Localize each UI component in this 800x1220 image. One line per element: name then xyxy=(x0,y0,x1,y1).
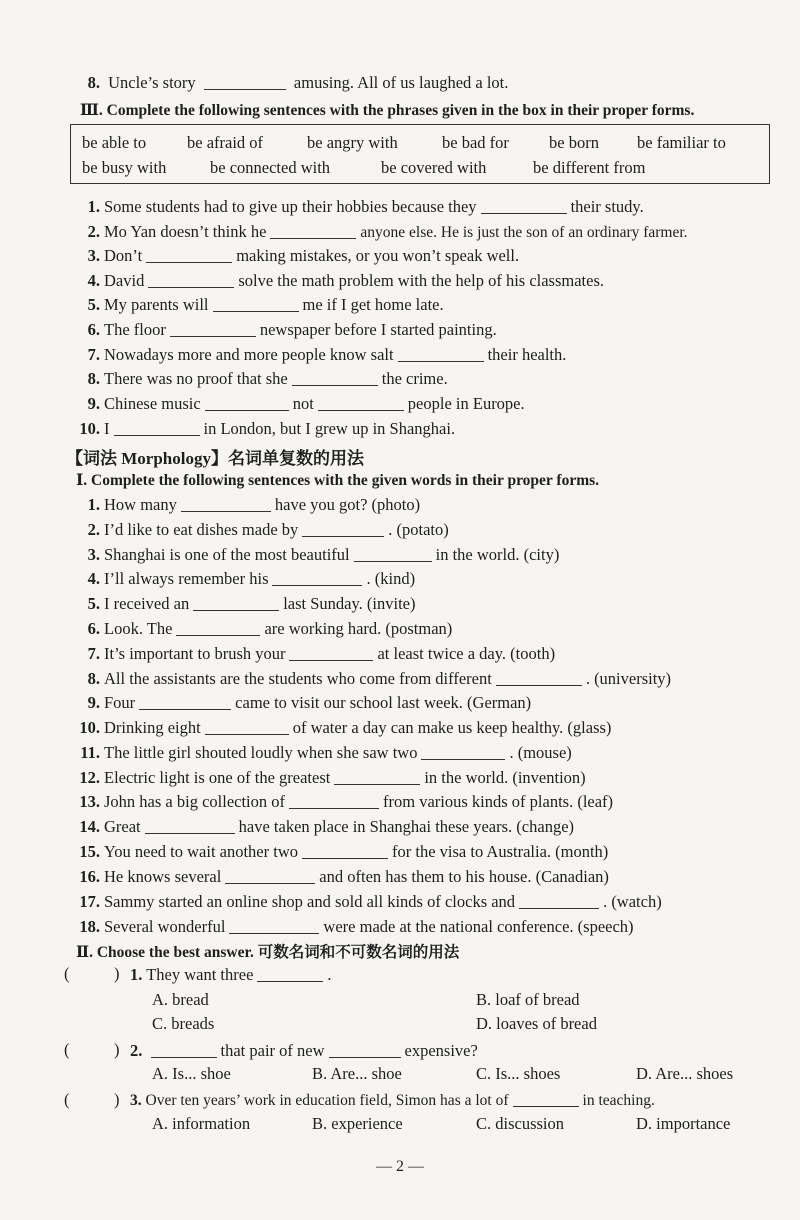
phrase: be familiar to xyxy=(637,133,726,152)
item-number: 8. xyxy=(87,73,100,92)
item-text: Some students had to give up their hobbies because they xyxy=(104,197,477,216)
option-c[interactable]: C. breads xyxy=(152,1014,215,1033)
item-number: 10. xyxy=(79,419,100,438)
item-text: How many xyxy=(104,495,177,514)
s1-item-15 xyxy=(74,841,772,863)
item-text: Sammy started an online shop and sold all kinds of clocks and xyxy=(104,892,516,911)
item-text: The little girl shouted loudly when she saw two xyxy=(104,743,418,762)
phrase: be different from xyxy=(533,158,646,177)
s3-item-8 xyxy=(74,368,772,390)
answer-paren-close: ) xyxy=(114,1040,120,1059)
answer-blank[interactable] xyxy=(257,965,323,982)
item-text: . xyxy=(327,965,332,984)
s1-item-9 xyxy=(74,692,772,714)
item-text: at least twice a day. (tooth) xyxy=(377,644,556,663)
answer-paren-open[interactable]: ( xyxy=(64,1090,70,1109)
s3-item-3 xyxy=(74,245,772,267)
s3-item-9 xyxy=(74,393,772,415)
item-text: were made at the national conference. (speech) xyxy=(323,917,634,936)
option-d[interactable]: D. importance xyxy=(636,1114,731,1133)
item-number: 7. xyxy=(87,345,100,364)
item-text: in the world. (invention) xyxy=(424,768,586,787)
answer-blank[interactable] xyxy=(151,1041,217,1058)
answer-blank[interactable] xyxy=(114,419,200,436)
item-number: 3. xyxy=(130,1092,142,1109)
item-text: My parents will xyxy=(104,295,209,314)
answer-blank[interactable] xyxy=(145,817,235,834)
item-number: 18. xyxy=(79,917,100,936)
page-number: — 2 — xyxy=(376,1158,424,1175)
section3-heading: Ⅲ. Complete the following sentences with the phrases given in the box in their proper forms. xyxy=(80,102,695,119)
s3-item-4 xyxy=(74,270,772,292)
item-text: making mistakes, or you won’t speak well. xyxy=(236,246,520,265)
item-number: 8. xyxy=(87,369,100,388)
answer-blank[interactable] xyxy=(302,842,388,859)
option-a[interactable]: A. bread xyxy=(152,990,209,1009)
item-text: . (mouse) xyxy=(509,743,572,762)
item-number: 15. xyxy=(79,842,100,861)
option-d[interactable]: D. loaves of bread xyxy=(476,1014,597,1033)
s1-item-1 xyxy=(74,494,772,516)
answer-blank[interactable] xyxy=(272,569,362,586)
item-text: in the world. (city) xyxy=(435,545,560,564)
item-number: 13. xyxy=(79,792,100,811)
item-text: expensive? xyxy=(404,1041,478,1060)
option-a[interactable]: A. Is... shoe xyxy=(152,1064,231,1083)
item-text: Look. The xyxy=(104,619,173,638)
option-b[interactable]: B. Are... shoe xyxy=(312,1064,402,1083)
s1-item-3 xyxy=(74,544,772,566)
item-number: 14. xyxy=(79,817,100,836)
phrase: be born xyxy=(549,133,599,152)
answer-blank[interactable] xyxy=(318,394,404,411)
s1-item-4 xyxy=(74,568,772,590)
item-number: 2. xyxy=(130,1041,143,1060)
s3-item-10 xyxy=(74,418,772,440)
item-text: Nowadays more and more people know salt xyxy=(104,345,394,364)
s2-q3-stem xyxy=(130,1090,772,1112)
item-number: 1. xyxy=(87,197,100,216)
answer-blank[interactable] xyxy=(289,792,379,809)
item-number: 1. xyxy=(130,965,143,984)
item-text: He knows several xyxy=(104,867,222,886)
item-text: Several wonderful xyxy=(104,917,226,936)
phrase: be angry with xyxy=(307,133,398,152)
item-number: 7. xyxy=(87,644,100,663)
phrase: be afraid of xyxy=(187,133,264,152)
item-text: the crime. xyxy=(381,369,448,388)
phrase: be able to xyxy=(82,133,147,152)
answer-blank[interactable] xyxy=(213,295,299,312)
item-text: All the assistants are the students who come from different xyxy=(104,669,492,688)
item-text: . (kind) xyxy=(366,569,416,588)
s1-item-17 xyxy=(74,891,772,913)
item-number: 10. xyxy=(79,718,100,737)
item-text: that pair of new xyxy=(220,1041,325,1060)
answer-blank[interactable] xyxy=(148,271,234,288)
item-text: There was no proof that she xyxy=(104,369,288,388)
item-text: Four xyxy=(104,693,136,712)
answer-blank[interactable] xyxy=(421,743,505,760)
s3-item-7 xyxy=(74,344,772,366)
item-text: Great xyxy=(104,817,141,836)
item-number: 6. xyxy=(87,320,100,339)
s1-item-18 xyxy=(74,916,772,938)
answer-paren-close: ) xyxy=(114,1090,120,1109)
item-text: of water a day can make us keep healthy. (glass) xyxy=(292,718,612,737)
s3-item-1 xyxy=(74,196,772,218)
s1-item-14 xyxy=(74,816,772,838)
item-text: people in Europe. xyxy=(407,394,525,413)
item-text-after: amusing. All of us laughed a lot. xyxy=(293,73,509,92)
item-text: for the visa to Australia. (month) xyxy=(392,842,609,861)
s1-item-5 xyxy=(74,593,772,615)
item-number: 1. xyxy=(87,495,100,514)
answer-blank[interactable] xyxy=(329,1041,401,1058)
answer-blank[interactable] xyxy=(354,545,432,562)
answer-paren-open[interactable]: ( xyxy=(64,1040,70,1059)
item-text: last Sunday. (invite) xyxy=(283,594,416,613)
option-c[interactable]: C. Is... shoes xyxy=(476,1064,561,1083)
item-text: The floor xyxy=(104,320,166,339)
item-text: have taken place in Shanghai these years. (change) xyxy=(238,817,575,836)
s1-item-10 xyxy=(74,717,772,739)
answer-blank[interactable] xyxy=(292,369,378,386)
item-text: not xyxy=(292,394,314,413)
item-number: 5. xyxy=(87,295,100,314)
s1-item-12 xyxy=(74,767,772,789)
item-number: 2. xyxy=(87,520,100,539)
item-number: 9. xyxy=(87,693,100,712)
item-number: 3. xyxy=(87,246,100,265)
answer-blank[interactable] xyxy=(229,917,319,934)
s3-item-5 xyxy=(74,294,772,316)
item-text: Drinking eight xyxy=(104,718,201,737)
s2-q1-stem xyxy=(130,964,772,986)
answer-blank[interactable] xyxy=(513,1090,579,1107)
item-number: 17. xyxy=(79,892,100,911)
phrase: be busy with xyxy=(82,158,167,177)
item-text: their study. xyxy=(570,197,644,216)
item-text: John has a big collection of xyxy=(104,792,286,811)
s3-item-6 xyxy=(74,319,772,341)
answer-blank[interactable] xyxy=(139,693,231,710)
answer-blank[interactable] xyxy=(181,495,271,512)
item-text: Electric light is one of the greatest xyxy=(104,768,331,787)
item-number: 8. xyxy=(87,669,100,688)
s1-item-7 xyxy=(74,643,772,665)
s1-item-16 xyxy=(74,866,772,888)
item-text: and often has them to his house. (Canadian) xyxy=(319,867,609,886)
option-b[interactable]: B. loaf of bread xyxy=(476,990,580,1009)
item-text: . (university) xyxy=(585,669,672,688)
item-number: 11. xyxy=(80,743,100,762)
item-text: I’d like to eat dishes made by xyxy=(104,520,299,539)
section1-heading: Ⅰ. Complete the following sentences with the given words in their proper forms. xyxy=(76,472,600,489)
item-text: have you got? (photo) xyxy=(274,495,421,514)
s1-item-13 xyxy=(74,791,772,813)
answer-blank[interactable] xyxy=(176,619,260,636)
item-text: You need to wait another two xyxy=(104,842,299,861)
item-text: Shanghai is one of the most beautiful xyxy=(104,545,350,564)
option-b[interactable]: B. experience xyxy=(312,1114,403,1133)
answer-blank[interactable] xyxy=(193,594,279,611)
s2-q2-stem xyxy=(130,1040,772,1062)
morphology-title: 【词法 Morphology】名词单复数的用法 xyxy=(66,449,364,468)
item-number: 2. xyxy=(87,222,100,241)
item-text: in London, but I grew up in Shanghai. xyxy=(203,419,456,438)
item-text: I received an xyxy=(104,594,190,613)
item-number: 9. xyxy=(87,394,100,413)
s1-item-2 xyxy=(74,519,772,541)
item-text: solve the math problem with the help of his classmates. xyxy=(238,271,605,290)
phrase: be bad for xyxy=(442,133,509,152)
answer-blank[interactable] xyxy=(205,394,289,411)
item-text: It’s important to brush your xyxy=(104,644,286,663)
phrase-box xyxy=(70,124,770,184)
item-number: 3. xyxy=(87,545,100,564)
section2-heading: Ⅱ. Choose the best answer. 可数名词和不可数名词的用法 xyxy=(76,944,460,961)
item-text: Mo Yan doesn’t think he xyxy=(104,222,267,241)
s1-item-11 xyxy=(74,742,772,764)
item-text: . (potato) xyxy=(388,520,449,539)
s1-item-6 xyxy=(74,618,772,640)
item-number: 4. xyxy=(87,569,100,588)
option-d[interactable]: D. Are... shoes xyxy=(636,1064,734,1083)
item-text: newspaper before I started painting. xyxy=(259,320,497,339)
item-text: Don’t xyxy=(104,246,143,265)
item-number: 6. xyxy=(87,619,100,638)
answer-blank[interactable] xyxy=(270,222,356,239)
item-number: 5. xyxy=(87,594,100,613)
answer-blank[interactable] xyxy=(146,246,232,263)
item-text: Chinese music xyxy=(104,394,201,413)
answer-blank[interactable] xyxy=(398,345,484,362)
answer-blank[interactable] xyxy=(289,644,373,661)
answer-blank[interactable] xyxy=(205,718,289,735)
item-text: I’ll always remember his xyxy=(104,569,269,588)
answer-blank[interactable] xyxy=(302,520,384,537)
item-text: came to visit our school last week. (German) xyxy=(235,693,532,712)
answer-blank[interactable] xyxy=(225,867,315,884)
phrase: be connected with xyxy=(210,158,331,177)
answer-paren-open[interactable]: ( xyxy=(64,964,70,983)
top-item-8 xyxy=(74,72,772,94)
answer-blank[interactable] xyxy=(204,73,286,90)
answer-blank[interactable] xyxy=(481,197,567,214)
answer-blank[interactable] xyxy=(496,669,582,686)
item-text: are working hard. (postman) xyxy=(264,619,453,638)
answer-blank[interactable] xyxy=(519,892,599,909)
option-a[interactable]: A. information xyxy=(152,1114,251,1133)
item-text: in teaching. xyxy=(582,1092,655,1109)
item-text: I xyxy=(104,419,110,438)
answer-blank[interactable] xyxy=(170,320,256,337)
item-number: 12. xyxy=(79,768,100,787)
item-text: their health. xyxy=(487,345,567,364)
item-text: me if I get home late. xyxy=(302,295,444,314)
phrase: be covered with xyxy=(381,158,487,177)
option-c[interactable]: C. discussion xyxy=(476,1114,565,1133)
answer-blank[interactable] xyxy=(334,768,420,785)
s3-item-2 xyxy=(74,221,772,244)
item-text: Over ten years’ work in education field, Simon has a lot of xyxy=(145,1092,509,1109)
item-text: They want three xyxy=(146,965,254,984)
item-text: . (watch) xyxy=(603,892,662,911)
item-number: 16. xyxy=(79,867,100,886)
item-text: from various kinds of plants. (leaf) xyxy=(383,792,614,811)
answer-paren-close: ) xyxy=(114,964,120,983)
item-text-before: Uncle’s story xyxy=(108,73,196,92)
item-text: anyone else. He is just the son of an ordinary farmer. xyxy=(360,224,688,241)
s1-item-8 xyxy=(74,668,772,690)
item-text: David xyxy=(104,271,145,290)
item-number: 4. xyxy=(87,271,100,290)
